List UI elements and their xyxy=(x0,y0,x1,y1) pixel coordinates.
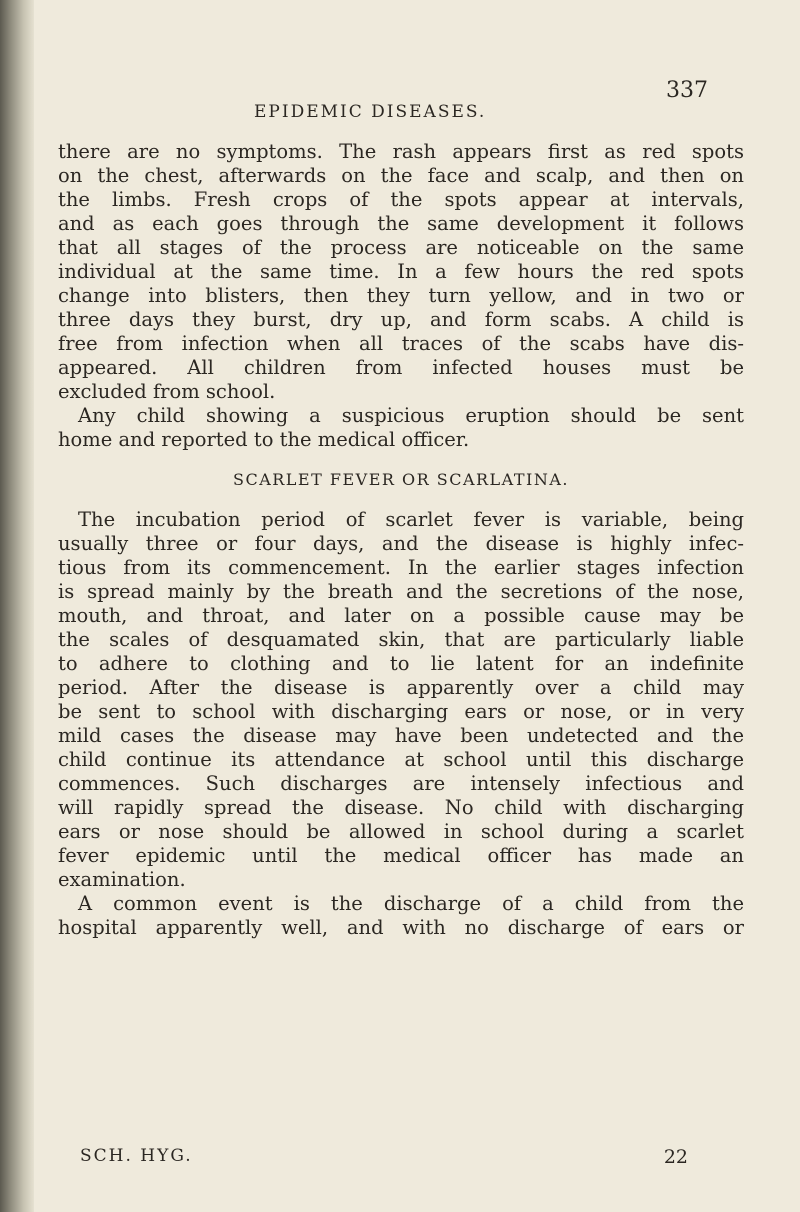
text-line: commences. Such discharges are intensely infectious and xyxy=(58,772,744,795)
text-line: is spread mainly by the breath and the secretions of the nose, xyxy=(58,580,744,603)
text-line: be sent to school with discharging ears or nose, or in very xyxy=(58,700,744,723)
paragraph xyxy=(58,508,744,892)
paragraph xyxy=(58,892,744,940)
text-line: that all stages of the process are noticeable on the same xyxy=(58,236,744,259)
page-number: 337 xyxy=(666,78,708,103)
paragraph xyxy=(58,140,744,404)
text-line: home and reported to the medical officer. xyxy=(58,428,470,451)
text-line: individual at the same time. In a few hours the red spots xyxy=(58,260,744,283)
text-line: fever epidemic until the medical officer has made an xyxy=(58,844,744,867)
running-head xyxy=(58,78,778,128)
text-line: excluded from school. xyxy=(58,380,276,403)
text-line: the scales of desquamated skin, that are particularly liable xyxy=(58,628,744,651)
running-title: EPIDEMIC DISEASES. xyxy=(254,102,487,122)
text-line: ears or nose should be allowed in school during a scarlet xyxy=(58,820,744,843)
text-line: period. After the disease is apparently over a child may xyxy=(58,676,744,699)
body-text xyxy=(58,140,744,940)
text-line: mild cases the disease may have been undetected and the xyxy=(58,724,744,747)
book-binding-edge xyxy=(0,0,34,1212)
signature-mark: SCH. HYG. xyxy=(80,1146,193,1166)
text-line: on the chest, afterwards on the face and scalp, and then on xyxy=(58,164,744,187)
paragraph xyxy=(58,404,744,452)
page-footer xyxy=(58,1146,744,1170)
book-page xyxy=(58,0,778,1212)
text-line: the limbs. Fresh crops of the spots appear at intervals, xyxy=(58,188,744,211)
text-line: to adhere to clothing and to lie latent for an indefinite xyxy=(58,652,744,675)
text-line: child continue its attendance at school until this discharge xyxy=(58,748,744,771)
text-line: hospital apparently well, and with no discharge of ears or xyxy=(58,916,744,939)
text-line: will rapidly spread the disease. No child with discharging xyxy=(58,796,744,819)
signature-number: 22 xyxy=(663,1146,688,1168)
section-heading: SCARLET FEVER OR SCARLATINA. xyxy=(232,470,569,489)
text-line: three days they burst, dry up, and form scabs. A child is xyxy=(58,308,744,331)
text-line: appeared. All children from infected houses must be xyxy=(58,356,744,379)
text-line: mouth, and throat, and later on a possible cause may be xyxy=(58,604,744,627)
text-line: and as each goes through the same development it follows xyxy=(58,212,744,235)
text-line: Any child showing a suspicious eruption should be sent xyxy=(78,404,744,427)
text-line: examination. xyxy=(58,868,186,891)
text-line: change into blisters, then they turn yellow, and in two or xyxy=(58,284,744,307)
text-line: The incubation period of scarlet fever is variable, being xyxy=(78,508,744,531)
text-line: usually three or four days, and the disease is highly infec- xyxy=(58,532,744,555)
text-line: there are no symptoms. The rash appears first as red spots xyxy=(58,140,744,163)
text-line: A common event is the discharge of a child from the xyxy=(78,892,744,915)
text-line: free from infection when all traces of the scabs have dis- xyxy=(58,332,744,355)
text-line: tious from its commencement. In the earlier stages infection xyxy=(58,556,744,579)
